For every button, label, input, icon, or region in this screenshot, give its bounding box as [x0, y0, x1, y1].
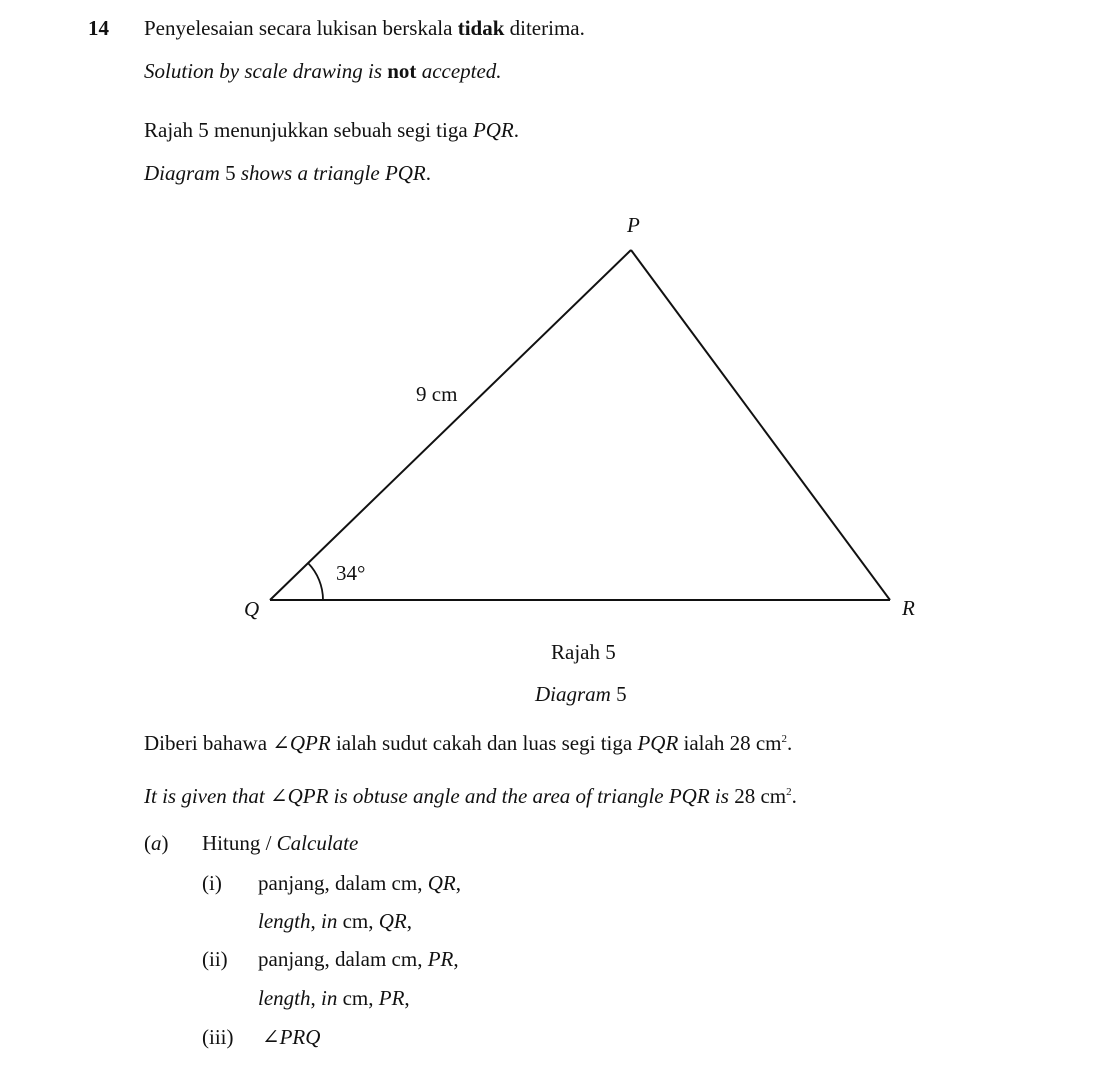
instruction-english: Solution by scale drawing is not accepted.: [144, 59, 502, 83]
angle-q-arc: [308, 563, 323, 600]
part-a-label: (a): [144, 831, 169, 855]
item-iii-text: ∠PRQ: [262, 1025, 321, 1049]
item-ii-label: (ii): [202, 947, 228, 971]
side-pq-length-label: 9 cm: [416, 382, 458, 406]
question-number: 14: [88, 16, 109, 40]
intro-english: Diagram 5 shows a triangle PQR.: [144, 161, 432, 185]
given-malay: Diberi bahawa ∠QPR ialah sudut cakah dan luas segi tiga PQR ialah 28 $cm^2$.: [144, 731, 793, 755]
vertex-r-label: R: [902, 596, 915, 620]
item-iii-label: (iii): [202, 1025, 234, 1049]
side-pq: [270, 250, 631, 600]
intro-malay: Rajah 5 menunjukkan sebuah segi tiga PQR.: [144, 118, 520, 142]
item-ii-english: length, in cm, PR,: [258, 986, 410, 1010]
diagram-caption-malay: Rajah 5: [551, 640, 616, 664]
item-ii-malay: panjang, dalam cm, PR,: [258, 947, 459, 971]
part-a-title: Hitung / Calculate: [202, 831, 359, 855]
side-pr: [631, 250, 890, 600]
item-i-english: length, in cm, QR,: [258, 909, 412, 933]
angle-q-label: 34°: [336, 561, 366, 585]
given-english: It is given that ∠QPR is obtuse angle and the area of triangle PQR is 28 $cm^2$.: [144, 784, 797, 808]
instruction-malay: Penyelesaian secara lukisan berskala tidak diterima.: [144, 16, 585, 40]
item-i-label: (i): [202, 871, 222, 895]
vertex-p-label: P: [627, 213, 640, 237]
diagram-caption-english: Diagram 5: [535, 682, 627, 706]
vertex-q-label: Q: [244, 597, 260, 621]
item-i-malay: panjang, dalam cm, QR,: [258, 871, 461, 895]
